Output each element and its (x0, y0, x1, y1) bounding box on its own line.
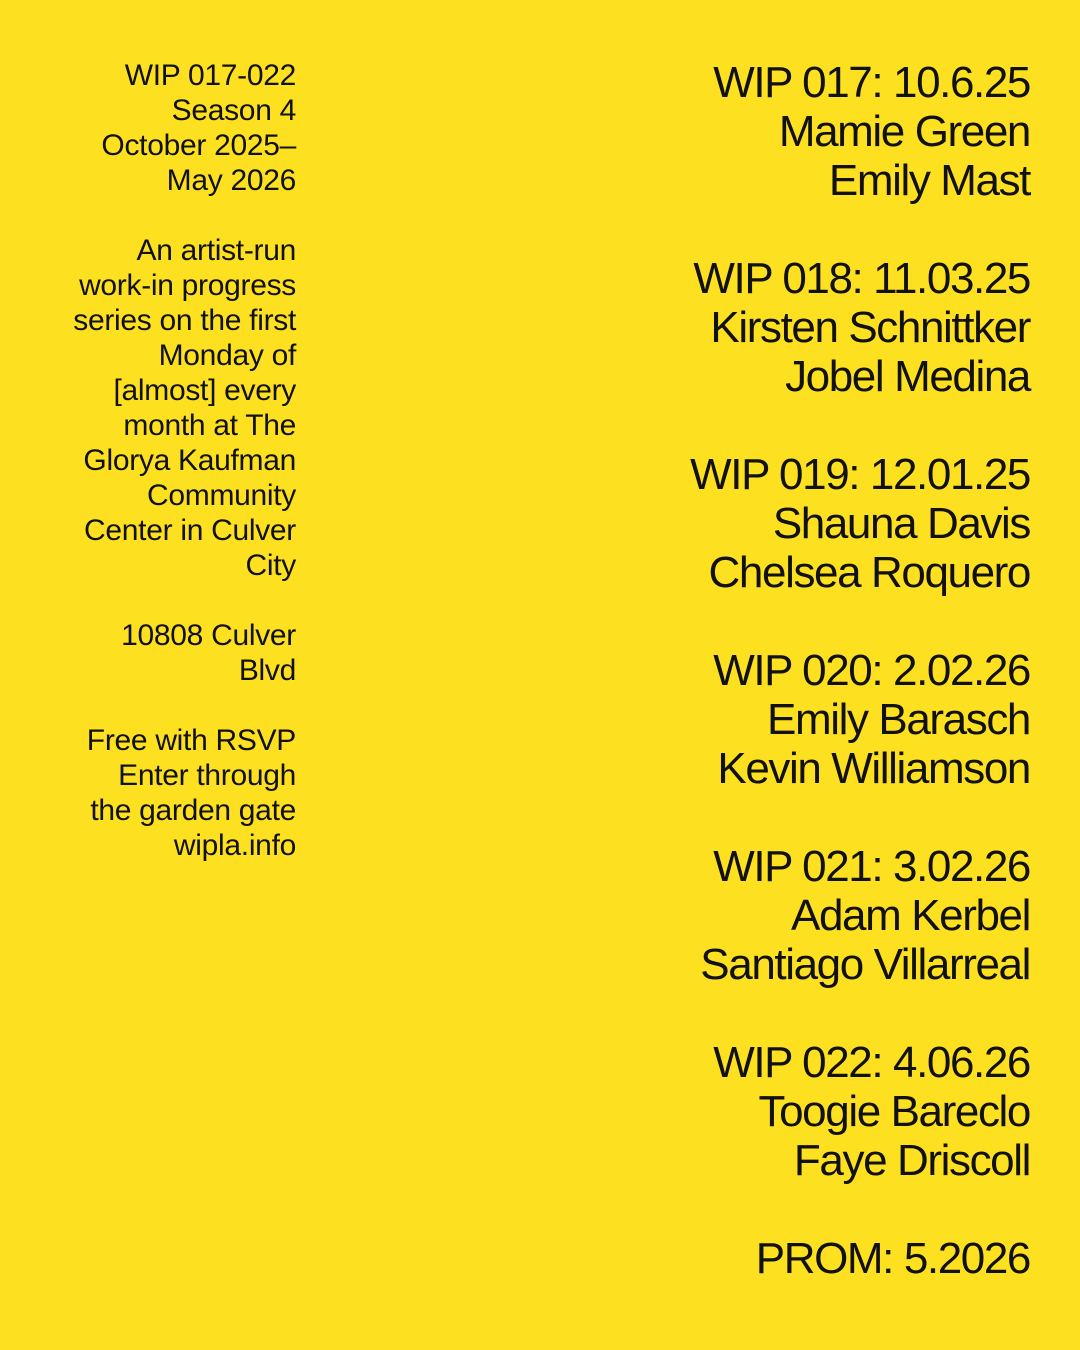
description-line: Center in Culver (84, 514, 296, 547)
season-header (20, 58, 296, 198)
artist-name: Chelsea Roquero (708, 548, 1030, 597)
season-number: Season 4 (171, 94, 296, 127)
artist-name: Kirsten Schnittker (710, 303, 1030, 352)
description-line: Community (147, 479, 296, 512)
description-line: An artist-run (136, 234, 296, 267)
entry-note: the garden gate (90, 794, 296, 827)
artist-name: Shauna Davis (772, 499, 1030, 548)
description-line: month at The (123, 409, 296, 442)
admission-details (20, 723, 296, 863)
event-title: WIP 019: 12.01.25 (690, 450, 1030, 499)
description-line: series on the first (73, 304, 296, 337)
venue-address (20, 618, 296, 688)
season-dates-end: May 2026 (166, 164, 296, 197)
season-info (20, 58, 296, 898)
event-wip-018 (590, 254, 1030, 401)
event-wip-017 (590, 58, 1030, 205)
artist-name: Adam Kerbel (791, 891, 1030, 940)
artist-name: Faye Driscoll (793, 1136, 1030, 1185)
event-title: WIP 022: 4.06.26 (713, 1038, 1030, 1087)
address-line: 10808 Culver (121, 619, 296, 652)
description-line: work-in progress (79, 269, 296, 302)
event-wip-021 (590, 842, 1030, 989)
artist-name: Toogie Bareclo (758, 1087, 1030, 1136)
season-dates-start: October 2025– (101, 129, 296, 162)
entry-note: Enter through (118, 759, 296, 792)
artist-name: Jobel Medina (785, 352, 1030, 401)
event-prom (590, 1234, 1030, 1283)
event-title: WIP 021: 3.02.26 (713, 842, 1030, 891)
event-wip-022 (590, 1038, 1030, 1185)
event-schedule (590, 58, 1030, 1332)
rsvp-note: Free with RSVP (86, 724, 296, 757)
description-line: Glorya Kaufman (83, 444, 296, 477)
event-wip-019 (590, 450, 1030, 597)
prom-date: PROM: 5.2026 (755, 1234, 1030, 1283)
artist-name: Santiago Villarreal (700, 940, 1030, 989)
website-link[interactable]: wipla.info (173, 829, 296, 862)
event-title: WIP 017: 10.6.25 (713, 58, 1030, 107)
artist-name: Kevin Williamson (717, 744, 1030, 793)
event-title: WIP 018: 11.03.25 (693, 254, 1030, 303)
artist-name: Emily Mast (828, 156, 1030, 205)
description-line: City (245, 549, 296, 582)
series-description (20, 233, 296, 583)
address-line: Blvd (238, 654, 296, 687)
series-range: WIP 017-022 (124, 59, 296, 92)
description-line: [almost] every (113, 374, 296, 407)
description-line: Monday of (158, 339, 296, 372)
artist-name: Mamie Green (778, 107, 1030, 156)
event-title: WIP 020: 2.02.26 (713, 646, 1030, 695)
artist-name: Emily Barasch (767, 695, 1030, 744)
event-wip-020 (590, 646, 1030, 793)
